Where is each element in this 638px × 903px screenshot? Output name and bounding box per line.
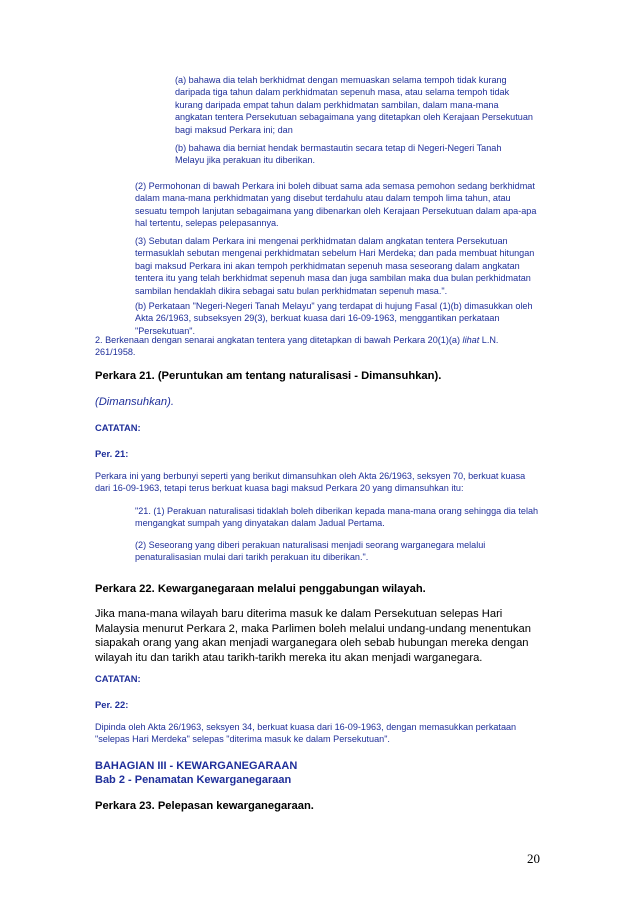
perkara-22-text: Jika mana-mana wilayah baru diterima masuk ke dalam Persekutuan selepas Hari Malaysia menurut Perkara 2, maka Parlimen boleh melalui undang-undang menentukan siapakah orang yang akan menjadi warganegara oleh sebab hubungan mereka dengan wilayah itu dan tarikh atau tarikh-tarikh mereka itu akan menjadi warganegara. [95,608,531,664]
perkara-22-heading: Perkara 22. Kewarganegaraan melalui penggabungan wilayah. [95,583,426,595]
dimansuhkan-text: (Dimansuhkan). [95,396,174,408]
perkara-23-heading: Perkara 23. Pelepasan kewarganegaraan. [95,800,314,812]
per-21-label: Per. 21: [95,448,129,459]
clause-b: (b) bahawa dia berniat hendak bermastautin secara tetap di Negeri-Negeri Tanah Melayu jika perakuan itu diberikan. [175,143,502,166]
clause-a: (a) bahawa dia telah berkhidmat dengan memuaskan selama tempoh tidak kurang daripada tiga tahun dalam perkhidmatan sepenuh masa, atau selama tempoh tidak kurang daripada empat tahun dalam perkhidmatan sambilan, dalam mana-mana angkatan tentera Persekutuan sebagaimana yang ditetapkan oleh Kerajaan Persekutuan bagi maksud Perkara ini; dan [175,75,533,135]
bab-heading: Bab 2 - Penamatan Kewarganegaraan [95,774,292,786]
quote-21-2: (2) Seseorang yang diberi perakuan naturalisasi menjadi seorang warganegara melalui penaturalisasian mulai dari tarikh perakuan itu diberikan.". [135,540,486,563]
clause-b-amendment: (b) Perkataan "Negeri-Negeri Tanah Melayu" yang terdapat di hujung Fasal (1)(b) dimasukkan oleh Akta 26/1963, subseksyen 29(3), berkuat kuasa dari 16-09-1963, menggantikan perkataan "Persekutuan". [135,301,533,336]
note-2-lihat: lihat [462,335,480,345]
note-2 [95,334,537,359]
note-2-pre: 2. Berkenaan dengan senarai angkatan tentera yang ditetapkan di bawah Perkara 20(1)(a) [95,335,463,345]
per-21-text: Perkara ini yang berbunyi seperti yang berikut dimansuhkan oleh Akta 26/1963, seksyen 70, berkuat kuasa dari 16-09-1963, tetapi terus berkuat kuasa bagi maksud Perkara 20 yang dimansuhkan itu: [95,471,526,494]
bahagian-heading: BAHAGIAN III - KEWARGANEGARAAN [95,760,298,772]
clause-3: (3) Sebutan dalam Perkara ini mengenai perkhidmatan dalam angkatan tentera Persekutuan termasuklah sebutan mengenai perkhidmatan sebelum Hari Merdeka; dan pada membuat hitungan bagi maksud Perkara ini akan tempoh perkhidmatan sepenuh masa seseorang dalam angkatan tentera itu yang telah berkhidmat sepenuh masa dan juga sambilan maka dua bulan perkhidmatan sambilan hendaklah dikira sebagai satu bulan perkhidmatan sepenuh masa.". [135,236,535,296]
page-number: 20 [527,851,540,866]
clause-2: (2) Permohonan di bawah Perkara ini boleh dibuat sama ada semasa pemohon sedang berkhidmat dalam mana-mana perkhidmatan yang disebut terdahulu atau dalam tempoh lima tahun, atau sesuatu tempoh lanjutan sebagaimana yang dibenarkan oleh Kerajaan Persekutuan dalam apa-apa hal tertentu, selepas pelepasannya. [135,181,537,229]
catatan-label-1: CATATAN: [95,422,141,433]
quote-21-1: "21. (1) Perakuan naturalisasi tidaklah boleh diberikan kepada mana-mana orang sehingga dia telah mengangkat sumpah yang dinyatakan dalam Jadual Pertama. [135,506,539,529]
per-22-label: Per. 22: [95,699,129,710]
per-22-text: Dipinda oleh Akta 26/1963, seksyen 34, berkuat kuasa dari 16-09-1963, dengan memasukkan perkataan "selepas Hari Merdeka" selepas "diterima masuk ke dalam Persekutuan". [95,722,517,745]
perkara-21-heading: Perkara 21. (Peruntukan am tentang naturalisasi - Dimansuhkan). [95,370,442,382]
catatan-label-2: CATATAN: [95,673,141,684]
note-2-post: L.N. 261/1958. [95,335,499,358]
